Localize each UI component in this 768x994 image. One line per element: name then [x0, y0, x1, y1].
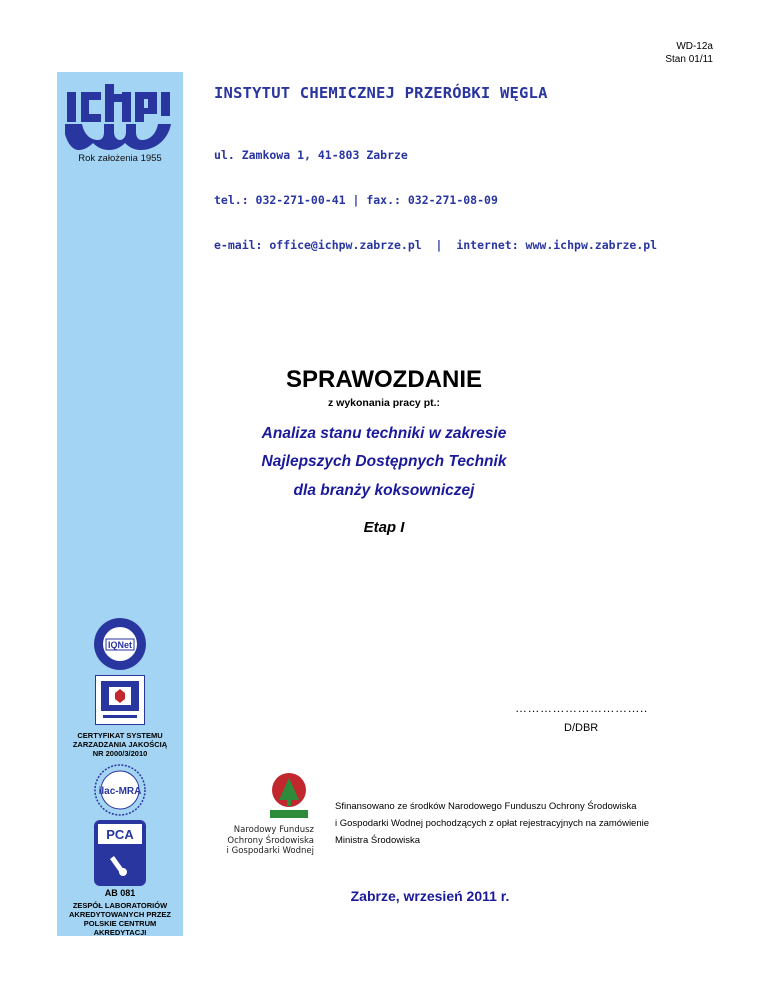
institute-contact: e-mail: office@ichpw.zabrze.pl | internet: www.ichpw.zabrze.pl — [214, 238, 658, 252]
report-subtitle: z wykonania pracy pt.: — [327, 397, 441, 409]
ilac-mra-badge — [93, 763, 147, 817]
funder-name-line-3: i Gospodarki Wodnej — [226, 846, 314, 856]
founded-year: Rok założenia 1955 — [78, 153, 162, 164]
certificate-caption-line-3: NR 2000/3/2010 — [92, 749, 148, 758]
accreditation-caption — [57, 901, 183, 937]
accreditation-caption-line-1: ZESPÓŁ LABORATORIÓW — [72, 901, 168, 910]
funding-statement-line-1: Sfinansowano ze środków Narodowego Funduszu Ochrony Środowiska — [335, 801, 637, 812]
ilac-label: ilac-MRA — [98, 786, 142, 797]
accreditation-caption-line-3: POLSKIE CENTRUM AKREDYTACJI — [83, 919, 157, 937]
certificate-caption-line-1: CERTYFIKAT SYSTEMU — [77, 731, 163, 740]
funding-statement-line-2: i Gospodarki Wodnej pochodzących z opłat rejestracyjnych na zamówienie — [335, 818, 650, 829]
funder-name-line-1: Narodowy Fundusz — [233, 825, 314, 835]
nfosigw-logo — [268, 772, 310, 822]
work-title-line-1: Analiza stanu techniki w zakresie — [261, 425, 507, 442]
funder-name-line-2: Ochrony Środowiska — [227, 835, 314, 846]
work-title-line-2: Najlepszych Dostępnych Technik — [261, 453, 507, 470]
funder-name — [218, 825, 314, 857]
pca-label: PCA — [106, 827, 134, 842]
department-code: D/DBR — [564, 722, 599, 734]
pca-accreditation-badge — [94, 820, 146, 886]
signature-dots: ………………………….. — [515, 701, 648, 715]
doc-revision: Stan 01/11 — [665, 54, 713, 65]
certificate-caption — [57, 731, 183, 758]
institute-contact-block — [214, 118, 657, 268]
report-title: SPRAWOZDANIE — [285, 366, 482, 393]
institute-address: ul. Zamkowa 1, 41-803 Zabrze — [214, 148, 408, 162]
accreditation-caption-line-2: AKREDYTOWANYCH PRZEZ — [69, 910, 171, 919]
document-code — [665, 40, 713, 66]
accreditation-code: AB 081 — [104, 888, 136, 898]
iqnet-label: IQNet — [107, 640, 133, 650]
doc-code: WD-12a — [676, 41, 713, 52]
quality-certificate-emblem — [95, 675, 145, 725]
institute-phones: tel.: 032-271-00-41 | fax.: 032-271-08-09 — [214, 193, 498, 207]
report-stage: Etap I — [363, 519, 405, 536]
ichpw-logo — [65, 84, 175, 150]
place-and-date: Zabrze, wrzesień 2011 r. — [350, 888, 510, 904]
certificate-caption-line-2: ZARZADZANIA JAKOŚCIĄ — [72, 740, 168, 749]
institute-name: INSTYTUT CHEMICZNEJ PRZERÓBKI WĘGLA — [214, 84, 548, 102]
certified-iqnet-badge — [93, 617, 147, 671]
funding-statement-line-3: Ministra Środowiska — [335, 835, 420, 846]
work-title-line-3: dla branży koksowniczej — [293, 482, 475, 499]
